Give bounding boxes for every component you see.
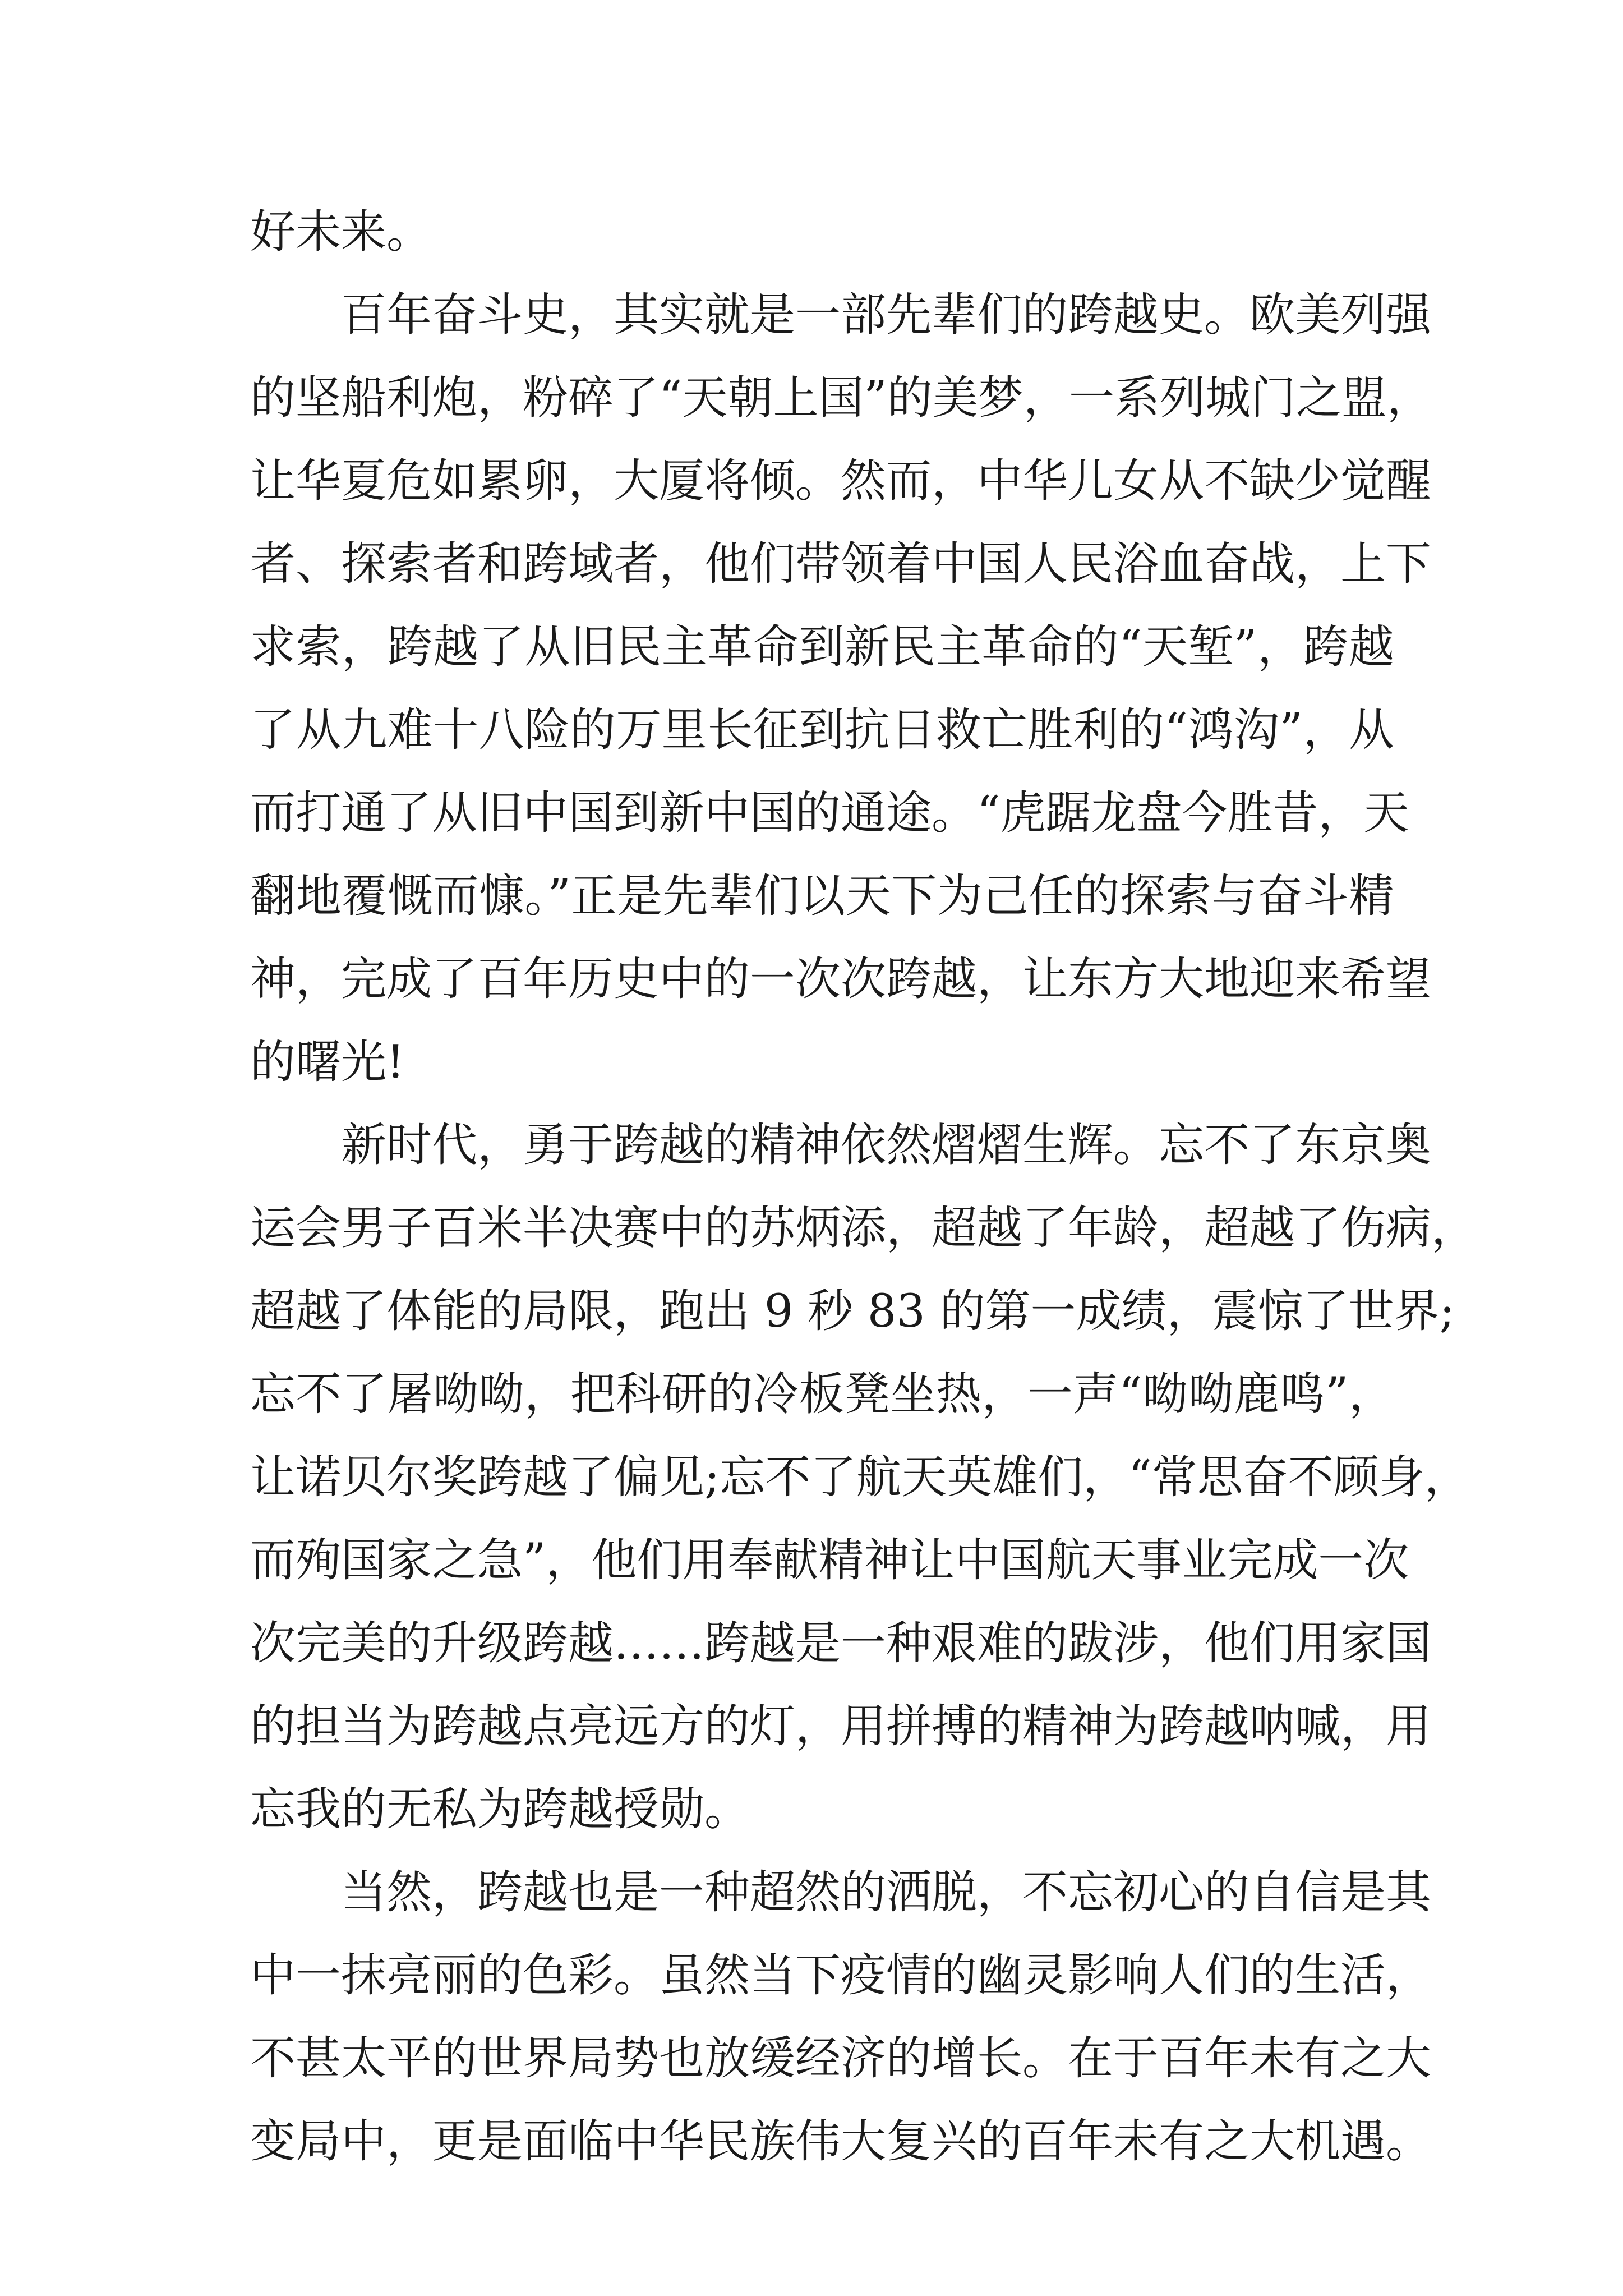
text-line: 的曙光! [250, 1036, 405, 1089]
text-line: 次完美的升级跨越……跨越是一种艰难的跋涉，他们用家国 [250, 1617, 1432, 1670]
text-line: 忘我的无私为跨越授勋。 [250, 1783, 750, 1836]
text-line: 变局中，更是面临中华民族伟大复兴的百年未有之大机遇。 [250, 2115, 1432, 2168]
text-line: 不甚太平的世界局势也放缓经济的增长。在于百年未有之大 [250, 2032, 1432, 2085]
text-line: 让华夏危如累卵，大厦将倾。然而，中华儿女从不缺少觉醒 [250, 455, 1432, 508]
paragraph [250, 191, 1394, 274]
text-line: 运会男子百米半决赛中的苏炳添，超越了年龄，超越了伤病， [250, 1202, 1477, 1255]
text-line: 忘不了屠呦呦，把科研的冷板凳坐热，一声“呦呦鹿鸣”， [250, 1368, 1394, 1421]
text-line: 当然，跨越也是一种超然的洒脱，不忘初心的自信是其 [341, 1866, 1432, 1919]
document-body [250, 191, 1477, 2183]
text-line: 好未来。 [250, 206, 432, 259]
paragraph [250, 274, 1432, 1104]
text-line: 而殉国家之急”，他们用奉献精神让中国航天事业完成一次 [250, 1534, 1409, 1587]
text-line: 新时代，勇于跨越的精神依然熠熠生辉。忘不了东京奥 [341, 1119, 1432, 1172]
text-line: 者、探索者和跨域者，他们带领着中国人民浴血奋战，上下 [250, 538, 1432, 591]
text-line: 的坚船利炮，粉碎了“天朝上国”的美梦，一系列城门之盟， [250, 372, 1432, 425]
text-line: 了从九难十八险的万里长征到抗日救亡胜利的“鸿沟”，从 [250, 704, 1394, 757]
text-line: 的担当为跨越点亮远方的灯，用拼搏的精神为跨越呐喊，用 [250, 1700, 1432, 1753]
text-line: 百年奋斗史，其实就是一部先辈们的跨越史。欧美列强 [341, 289, 1432, 342]
text-line: 神，完成了百年历史中的一次次跨越，让东方大地迎来希望 [250, 953, 1432, 1006]
paragraph [250, 1851, 1432, 2183]
text-line: 超越了体能的局限，跑出 9 秒 83 的第一成绩，震惊了世界; [250, 1285, 1455, 1338]
text-line: 让诺贝尔奖跨越了偏见;忘不了航天英雄们，“常思奋不顾身， [250, 1451, 1470, 1504]
text-line: 而打通了从旧中国到新中国的通途。“虎踞龙盘今胜昔，天 [250, 787, 1409, 840]
text-line: 中一抹亮丽的色彩。虽然当下疫情的幽灵影响人们的生活， [250, 1949, 1432, 2002]
paragraph [250, 1104, 1477, 1851]
text-line: 翻地覆慨而慷。”正是先辈们以天下为己任的探索与奋斗精 [250, 870, 1394, 923]
text-line: 求索，跨越了从旧民主革命到新民主革命的“天堑”，跨越 [250, 621, 1394, 674]
